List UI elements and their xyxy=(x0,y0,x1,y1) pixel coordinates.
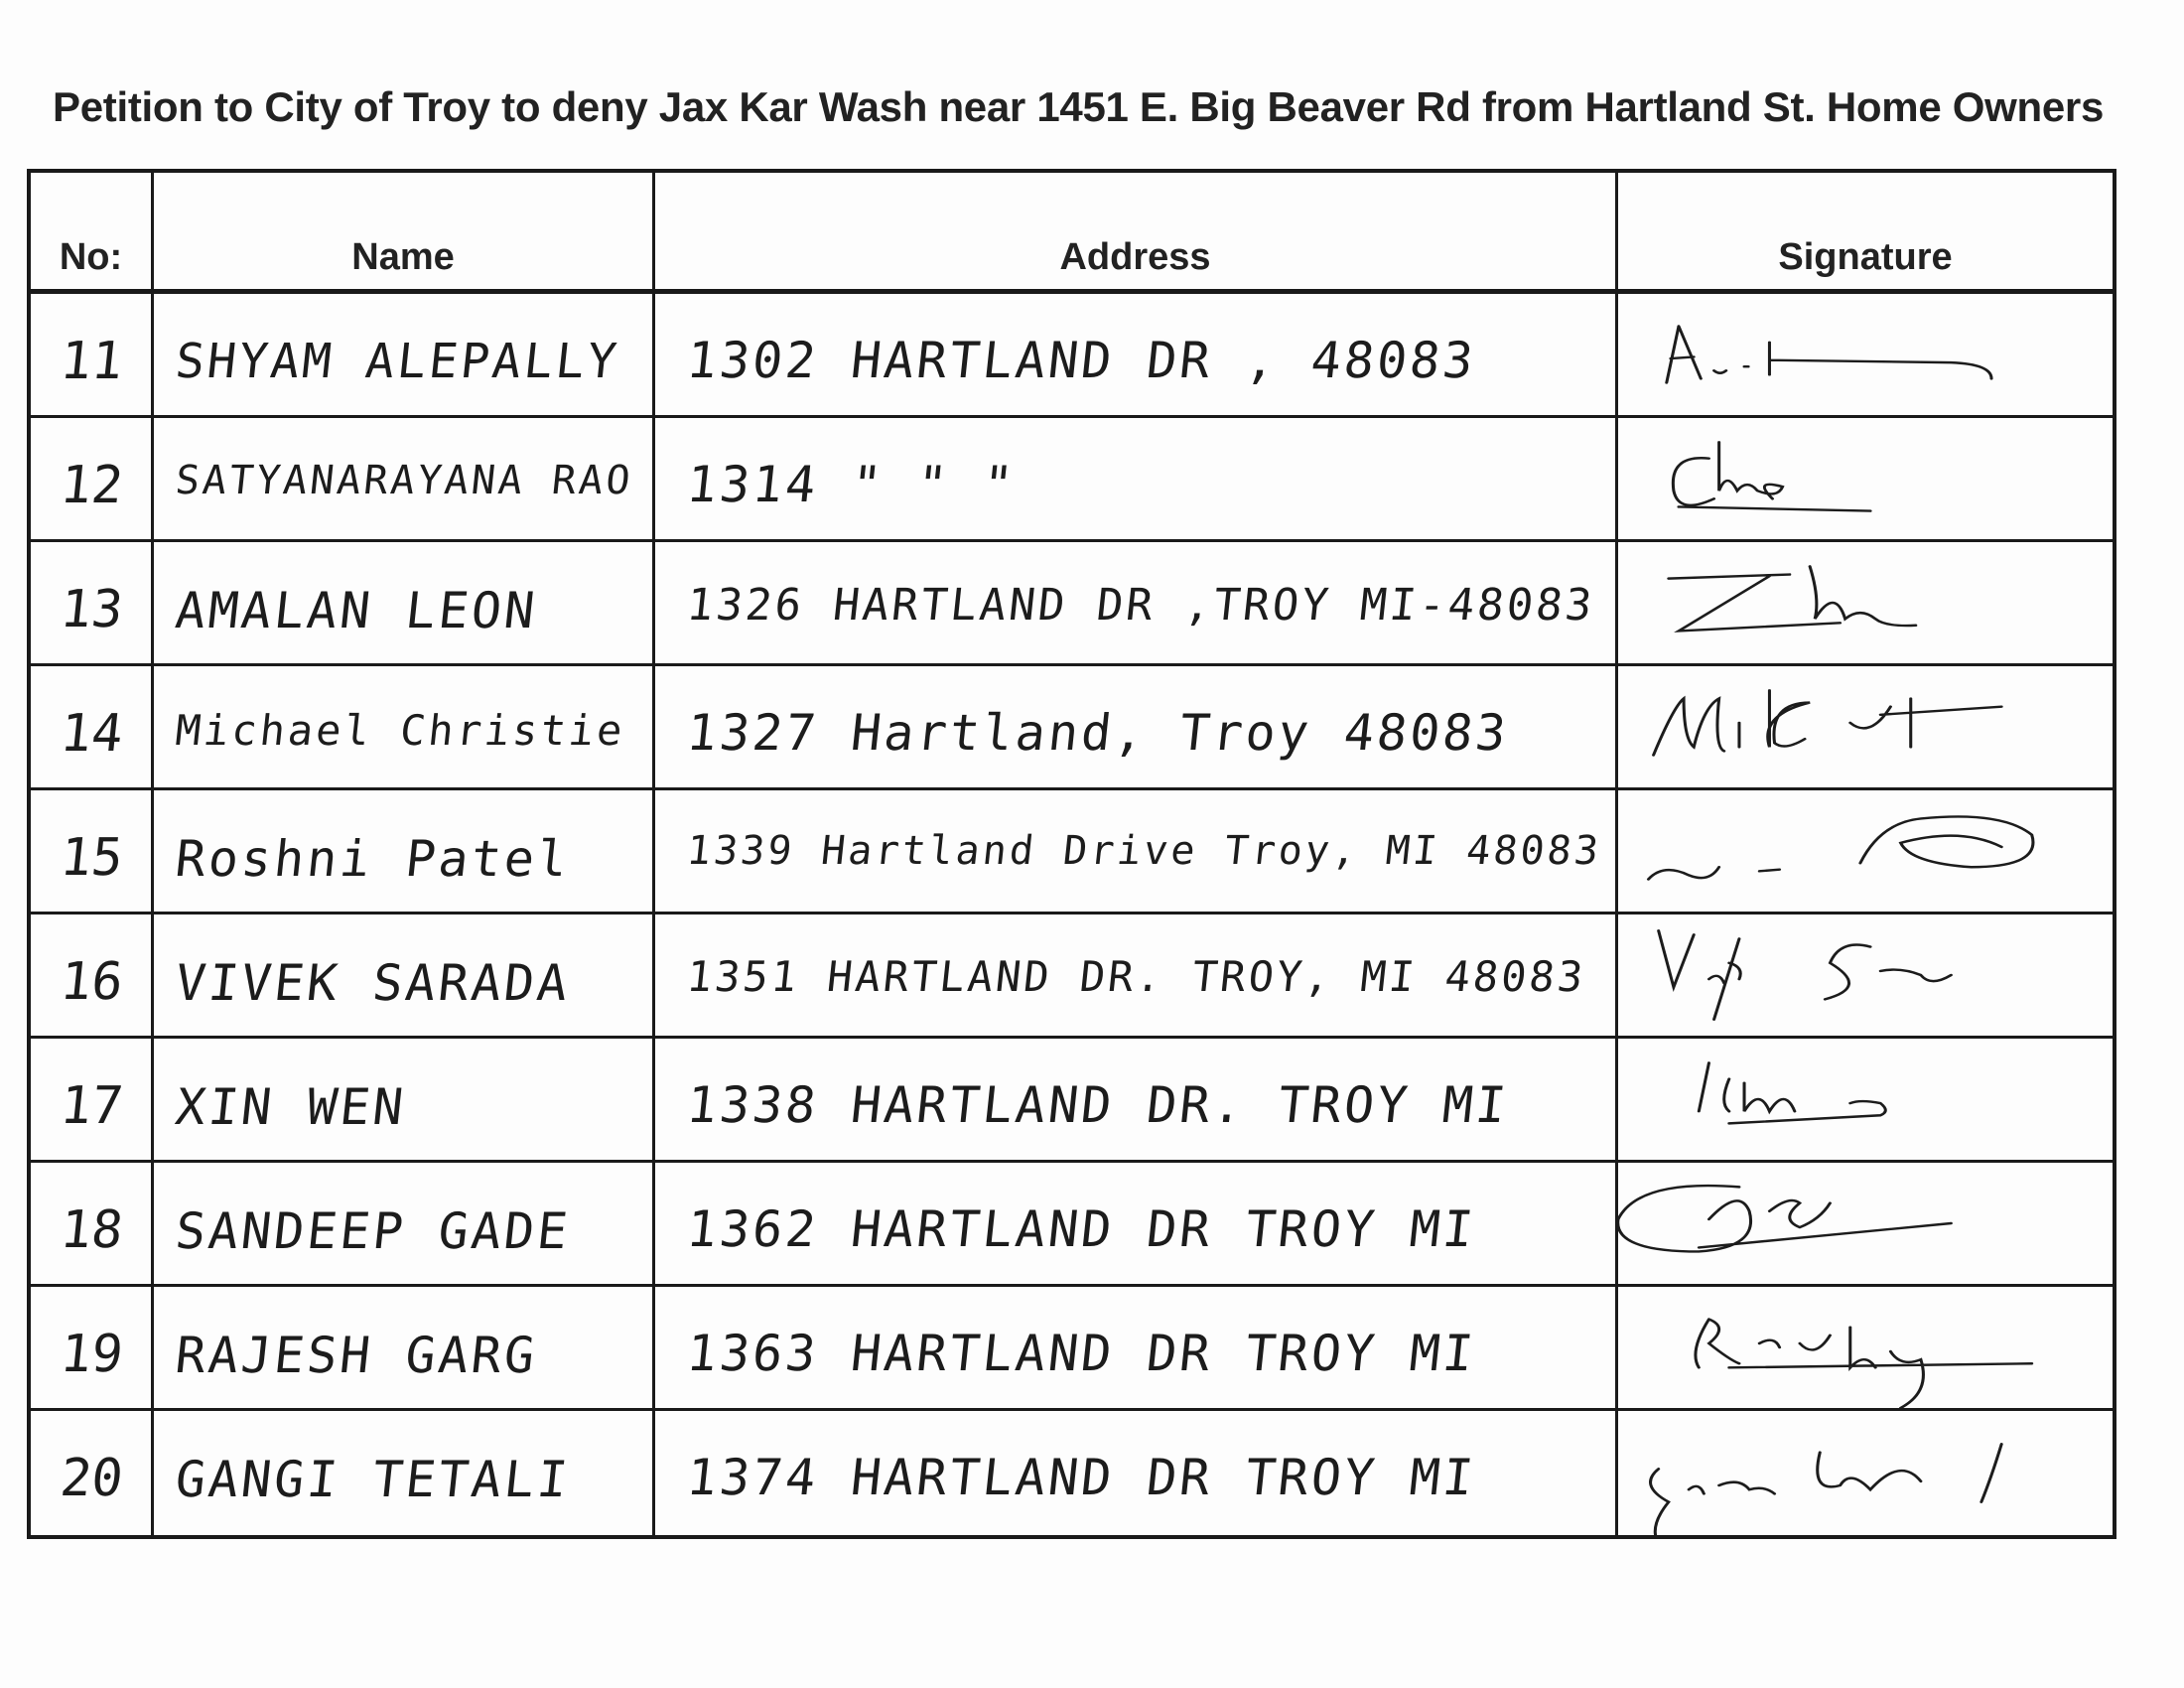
address-cell-text: 1338 HARTLAND DR. TROY MI xyxy=(683,1076,1512,1134)
row-number-cell xyxy=(31,542,154,666)
handwritten-signature xyxy=(1618,1411,2113,1535)
row-number-cell-text: 14 xyxy=(57,704,126,764)
row-number-cell-text: 17 xyxy=(57,1076,126,1136)
signature-cell xyxy=(1618,542,2113,666)
row-number-cell xyxy=(31,1287,154,1411)
address-cell-text: 1363 HARTLAND DR TROY MI xyxy=(683,1325,1479,1382)
name-cell xyxy=(154,294,655,418)
petition-table xyxy=(27,169,2116,1539)
name-cell xyxy=(154,1411,655,1535)
handwritten-signature xyxy=(1618,418,2113,539)
row-number-cell xyxy=(31,294,154,418)
handwritten-signature xyxy=(1618,666,2113,787)
name-cell-text: Michael Christie xyxy=(173,706,628,755)
column-header-address: Address xyxy=(655,173,1618,294)
column-header-signature: Signature xyxy=(1618,173,2113,294)
name-cell-text: SANDEEP GADE xyxy=(172,1202,574,1260)
row-number-cell-text: 18 xyxy=(57,1200,126,1260)
name-cell-text: SHYAM ALEPALLY xyxy=(173,334,622,389)
handwritten-signature xyxy=(1618,1039,2113,1160)
address-cell xyxy=(655,1163,1618,1287)
name-cell-text: VIVEK SARADA xyxy=(172,954,574,1012)
row-number-cell-text: 20 xyxy=(57,1449,126,1508)
handwritten-signature xyxy=(1618,790,2113,912)
name-cell xyxy=(154,418,655,542)
row-number-cell-text: 16 xyxy=(57,952,126,1012)
address-cell-text: 1362 HARTLAND DR TROY MI xyxy=(683,1200,1479,1258)
signature-cell xyxy=(1618,1163,2113,1287)
address-cell xyxy=(655,666,1618,790)
handwritten-signature xyxy=(1618,1287,2113,1408)
address-cell-text: 1351 HARTLAND DR. TROY, MI 48083 xyxy=(684,952,1588,1001)
handwritten-signature xyxy=(1618,1163,2113,1284)
address-cell-text: 1302 HARTLAND DR , 48083 xyxy=(683,332,1479,389)
row-number-cell xyxy=(31,666,154,790)
page-title: Petition to City of Troy to deny Jax Kar Wash near 1451 E. Big Beaver Rd from Hartland St. Home Owners xyxy=(53,83,2105,130)
address-cell-text: 1326 HARTLAND DR ,TROY MI-48083 xyxy=(684,580,1597,631)
row-number-cell xyxy=(31,790,154,914)
signature-cell xyxy=(1618,914,2113,1039)
row-number-cell-text: 11 xyxy=(57,332,126,391)
signature-cell xyxy=(1618,790,2113,914)
address-cell-text: 1339 Hartland Drive Troy, MI 48083 xyxy=(684,828,1604,874)
name-cell-text: XIN WEN xyxy=(172,1078,409,1136)
handwritten-signature xyxy=(1618,294,2113,415)
handwritten-signature xyxy=(1618,914,2113,1036)
row-number-cell xyxy=(31,914,154,1039)
name-cell xyxy=(154,542,655,666)
handwritten-signature xyxy=(1618,542,2113,663)
name-cell-text: SATYANARAYANA RAO xyxy=(173,458,635,503)
row-number-cell xyxy=(31,418,154,542)
name-cell xyxy=(154,1287,655,1411)
signature-cell xyxy=(1618,1039,2113,1163)
name-cell xyxy=(154,790,655,914)
row-number-cell-text: 12 xyxy=(57,456,126,515)
column-header-no: No: xyxy=(31,173,154,294)
signature-cell xyxy=(1618,1287,2113,1411)
signature-cell xyxy=(1618,666,2113,790)
name-cell-text: AMALAN LEON xyxy=(172,582,541,639)
address-cell-text: 1327 Hartland, Troy 48083 xyxy=(683,704,1512,762)
address-cell xyxy=(655,542,1618,666)
row-number-cell-text: 15 xyxy=(57,828,126,888)
column-header-name: Name xyxy=(154,173,655,294)
row-number-cell xyxy=(31,1039,154,1163)
address-cell xyxy=(655,418,1618,542)
signature-cell xyxy=(1618,418,2113,542)
address-cell xyxy=(655,914,1618,1039)
name-cell-text: RAJESH GARG xyxy=(172,1327,541,1384)
signature-cell xyxy=(1618,294,2113,418)
address-cell xyxy=(655,790,1618,914)
row-number-cell xyxy=(31,1163,154,1287)
row-number-cell-text: 13 xyxy=(57,580,126,639)
name-cell xyxy=(154,914,655,1039)
address-cell xyxy=(655,1411,1618,1535)
name-cell xyxy=(154,1163,655,1287)
name-cell-text: GANGI TETALI xyxy=(172,1451,574,1508)
signature-cell xyxy=(1618,1411,2113,1535)
address-cell xyxy=(655,1287,1618,1411)
address-cell-text: 1374 HARTLAND DR TROY MI xyxy=(683,1449,1479,1506)
row-number-cell xyxy=(31,1411,154,1535)
name-cell xyxy=(154,666,655,790)
address-cell xyxy=(655,294,1618,418)
row-number-cell-text: 19 xyxy=(57,1325,126,1384)
address-cell-text: 1314 " " " xyxy=(683,456,1020,513)
name-cell-text: Roshni Patel xyxy=(172,830,574,888)
address-cell xyxy=(655,1039,1618,1163)
name-cell xyxy=(154,1039,655,1163)
